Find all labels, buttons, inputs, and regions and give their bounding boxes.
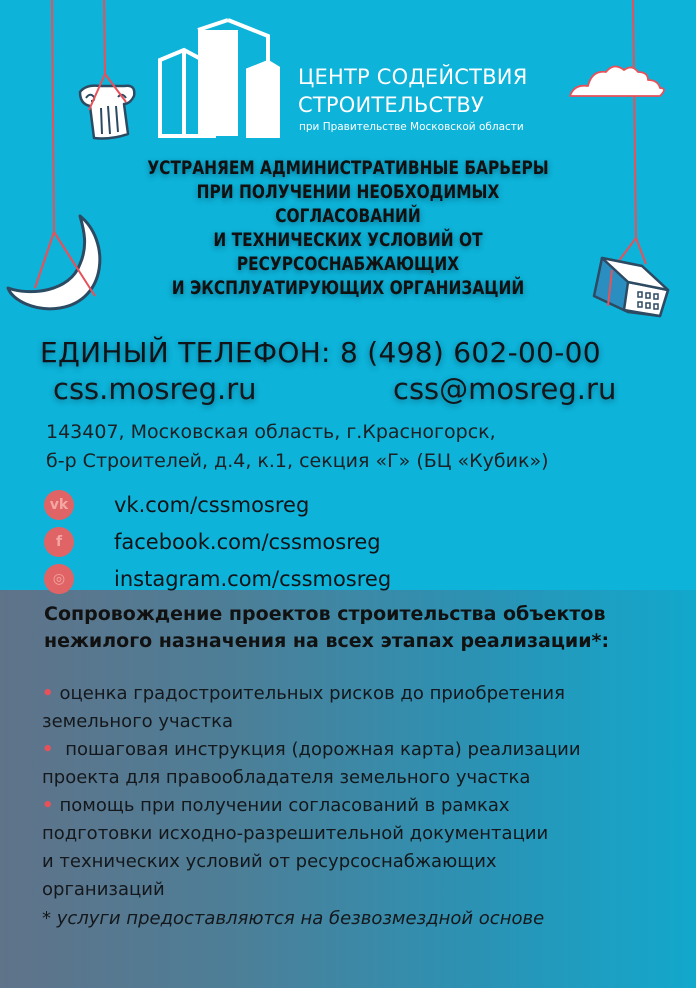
buildings-icon <box>160 20 278 136</box>
social-label[interactable]: vk.com/cssmosreg <box>114 492 310 517</box>
address-line1: 143407, Московская область, г.Красногорск, <box>46 421 496 443</box>
logo-title-line1: ЦЕНТР СОДЕЙСТВИЯ <box>298 65 528 89</box>
footnote: * услуги предоставляются на безвозмездной основе <box>42 908 545 929</box>
social-item-vk[interactable] <box>44 486 391 523</box>
service-text: пошаговая инструкция (дорожная карта) реализации <box>59 739 581 760</box>
service-item <box>42 736 581 792</box>
service-text: земельного участка <box>42 711 233 732</box>
service-text: оценка градостроительных рисков до приобретения <box>59 683 565 704</box>
address <box>46 418 549 476</box>
logo-title <box>298 63 528 119</box>
bullet-icon: • <box>42 795 54 816</box>
social-links <box>44 486 391 597</box>
service-text: помощь при получении согласований в рамках <box>59 795 510 816</box>
headline-line: РЕСУРСОСНАБЖАЮЩИХ <box>236 253 460 275</box>
rope-icon <box>52 0 54 232</box>
services-list <box>42 680 581 904</box>
website-link[interactable]: css.mosreg.ru <box>53 372 257 406</box>
services-title <box>44 601 609 655</box>
cloud-icon <box>570 66 664 96</box>
email-link[interactable]: css@mosreg.ru <box>393 372 617 406</box>
vk-icon: vk <box>44 490 74 520</box>
bullet-icon: • <box>42 683 54 704</box>
headline-line: УСТРАНЯЕМ АДМИНИСТРАТИВНЫЕ БАРЬЕРЫ <box>147 157 549 179</box>
instagram-icon: ◎ <box>44 564 74 594</box>
logo-title-line2: СТРОИТЕЛЬСТВУ <box>298 93 484 117</box>
facebook-icon: f <box>44 527 74 557</box>
headline-line: СОГЛАСОВАНИЙ <box>275 205 421 227</box>
services-title-line1: Сопровождение проектов строительства объектов <box>44 603 606 625</box>
headline-line: ПРИ ПОЛУЧЕНИИ НЕОБХОДИМЫХ <box>196 181 500 203</box>
address-line2: б-р Строителей, д.4, к.1, секция «Г» (БЦ «Кубик») <box>46 450 549 472</box>
service-item <box>42 792 581 904</box>
bullet-icon: • <box>42 739 54 760</box>
social-label[interactable]: instagram.com/cssmosreg <box>114 566 392 591</box>
service-text: организаций <box>42 879 165 900</box>
logo-subtitle: при Правительстве Московской области <box>299 121 524 133</box>
social-item-facebook[interactable] <box>44 523 391 560</box>
column-capital-icon <box>80 74 134 139</box>
service-text: подготовки исходно-разрешительной документации <box>42 823 549 844</box>
social-label[interactable]: facebook.com/cssmosreg <box>114 529 381 554</box>
headline-line: И ЭКСПЛУАТИРУЮЩИХ ОРГАНИЗАЦИЙ <box>171 277 525 299</box>
phone-number[interactable]: ЕДИНЫЙ ТЕЛЕФОН: 8 (498) 602-00-00 <box>40 336 601 369</box>
service-item <box>42 680 581 736</box>
services-title-line2: нежилого назначения на всех этапах реализации*: <box>44 630 610 652</box>
service-text: и технических условий от ресурсоснабжающих <box>42 851 497 872</box>
headline <box>60 156 636 300</box>
headline-line: И ТЕХНИЧЕСКИХ УСЛОВИЙ ОТ <box>213 229 483 251</box>
social-item-instagram[interactable] <box>44 560 391 597</box>
service-text: проекта для правообладателя земельного участка <box>42 767 531 788</box>
